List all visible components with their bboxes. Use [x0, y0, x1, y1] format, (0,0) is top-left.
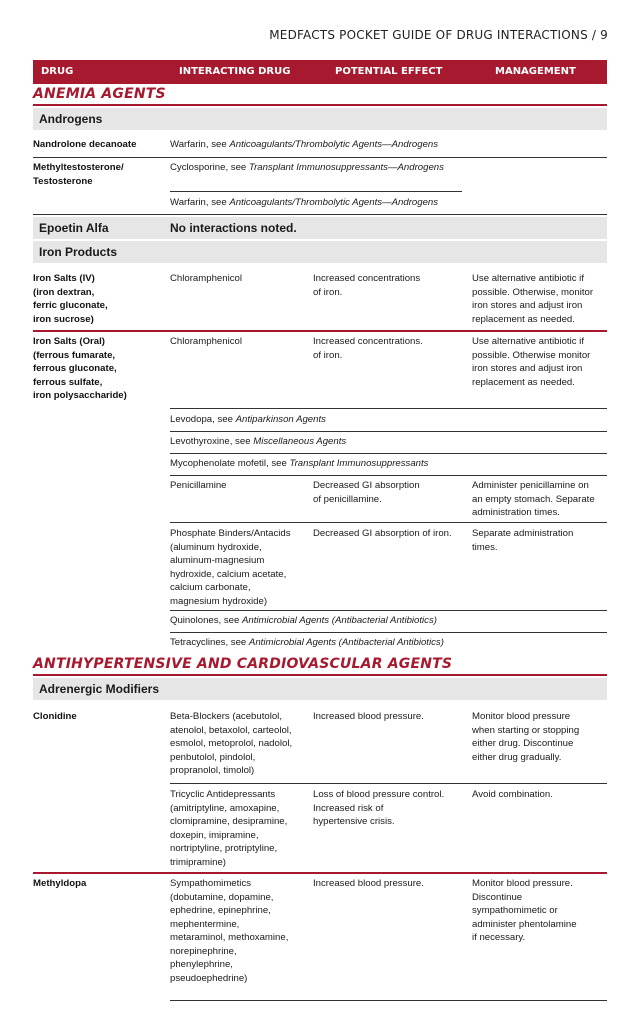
drug-name: Methyltestosterone/ Testosterone: [33, 162, 124, 187]
section-anemia-agents: ANEMIA AGENTS: [33, 86, 166, 102]
row-rule: [170, 522, 607, 523]
management: Avoid combination.: [472, 789, 553, 800]
row-rule: [170, 408, 607, 409]
potential-effect: Decreased GI absorption of iron.: [313, 528, 452, 539]
row-rule: [33, 330, 607, 332]
interacting-drug: [170, 636, 510, 650]
interacting-text: Tetracyclines, see: [170, 637, 249, 648]
row-rule: [170, 191, 462, 192]
drug-name: Iron Salts (IV) (iron dextran, ferric gluconate, iron sucrose): [33, 273, 108, 325]
row-rule: [33, 214, 607, 215]
interacting-text: Quinolones, see: [170, 615, 242, 626]
subsection-label: Androgens: [39, 112, 103, 126]
interacting-ref: Miscellaneous Agents: [253, 436, 347, 447]
interacting-text: Warfarin, see: [170, 139, 230, 150]
interacting-drug: Chloramphenicol: [170, 273, 242, 284]
interacting-text: Levothyroxine, see: [170, 436, 254, 447]
subsection-androgens: [33, 108, 607, 130]
interacting-drug: Penicillamine: [170, 480, 227, 491]
row-rule: [170, 632, 607, 633]
interacting-drug: Phosphate Binders/Antacids (aluminum hydroxide, aluminum-magnesium hydroxide, calcium acetate, calcium carbonate, magnesium hydroxide): [170, 528, 291, 607]
drug-name: Iron Salts (Oral) (ferrous fumarate, ferrous gluconate, ferrous sulfate, iron polysaccharide): [33, 336, 127, 401]
column-header-bar: [33, 60, 607, 84]
management: Separate administration times.: [472, 528, 574, 553]
page-header: MEDFACTS POCKET GUIDE OF DRUG INTERACTIONS / 9: [269, 28, 608, 42]
interacting-ref: Anticoagulants/Thrombolytic Agents—Androgens: [229, 139, 439, 150]
subsection-label: Iron Products: [39, 245, 118, 259]
interacting-drug: [170, 413, 470, 427]
drug-name: Methyldopa: [33, 878, 87, 889]
interacting-ref: Transplant Immunosuppressants: [289, 458, 429, 469]
management: Monitor blood pressure. Discontinue sympathomimetic or administer phentolamine if necessary.: [472, 878, 577, 943]
row-rule: [170, 431, 607, 432]
management: Use alternative antibiotic if possible. Otherwise, monitor iron stores and adjust iron replacement as needed.: [472, 273, 594, 325]
section-antihypertensive-agents: ANTIHYPERTENSIVE AND CARDIOVASCULAR AGENTS: [33, 656, 453, 672]
interacting-text: Levodopa, see: [170, 414, 236, 425]
row-rule: [33, 157, 607, 158]
column-management: MANAGEMENT: [495, 66, 576, 77]
potential-effect: Increased concentrations of iron.: [313, 273, 421, 298]
potential-effect: Increased blood pressure.: [313, 711, 424, 722]
potential-effect: Loss of blood pressure control. Increased risk of hypertensive crisis.: [313, 789, 445, 827]
management: Use alternative antibiotic if possible. Otherwise monitor iron stores and adjust iron replacement as needed.: [472, 336, 591, 388]
subsection-epoetin-alfa: [33, 217, 607, 239]
column-interacting-drug: INTERACTING DRUG: [179, 66, 291, 77]
column-potential-effect: POTENTIAL EFFECT: [335, 66, 443, 77]
subsection-label: Epoetin Alfa: [39, 221, 109, 235]
management: Administer penicillamine on an empty stomach. Separate administration times.: [472, 480, 595, 518]
interacting-drug: [170, 138, 500, 152]
interacting-ref: Transplant Immunosuppressants—Androgens: [248, 162, 444, 173]
interacting-drug: [170, 196, 500, 210]
interacting-ref: Antimicrobial Agents (Antibacterial Antibiotics): [248, 637, 444, 648]
row-rule: [170, 453, 607, 454]
management: Monitor blood pressure when starting or stopping either drug. Discontinue either drug gradually.: [472, 711, 580, 763]
column-drug: DRUG: [41, 66, 74, 77]
section-rule: [33, 674, 607, 676]
potential-effect: Increased blood pressure.: [313, 878, 424, 889]
interacting-drug: Beta-Blockers (acebutolol, atenolol, betaxolol, carteolol, esmolol, metoprolol, nadolol, penbutolol, pindolol, propranolol, timolol): [170, 711, 293, 776]
potential-effect: Increased concentrations. of iron.: [313, 336, 423, 361]
interacting-drug: [170, 457, 470, 471]
row-rule: [170, 1000, 607, 1001]
subsection-label: Adrenergic Modifiers: [39, 682, 160, 696]
interacting-drug: Sympathomimetics (dobutamine, dopamine, ephedrine, epinephrine, mephentermine, metaraminol, methoxamine, norepinephrine, phenylephrine, pseudoephedrine): [170, 878, 289, 984]
drug-name: Clonidine: [33, 711, 77, 722]
section-rule: [33, 104, 607, 106]
no-interactions-note: No interactions noted.: [170, 221, 297, 235]
interacting-ref: Antiparkinson Agents: [235, 414, 326, 425]
interacting-drug: [170, 435, 470, 449]
interacting-drug: [170, 161, 500, 175]
interacting-text: Cyclosporine, see: [170, 162, 249, 173]
interacting-drug: Chloramphenicol: [170, 336, 242, 347]
row-rule: [33, 872, 607, 874]
row-rule: [170, 783, 607, 784]
row-rule: [170, 610, 607, 611]
row-rule: [170, 475, 607, 476]
interacting-drug: Tricyclic Antidepressants (amitriptyline, amoxapine, clomipramine, desipramine, doxepin, imipramine, nortriptyline, protriptyline, trimipramine): [170, 789, 288, 868]
interacting-ref: Anticoagulants/Thrombolytic Agents—Androgens: [229, 197, 439, 208]
interacting-drug: [170, 614, 500, 628]
potential-effect: Decreased GI absorption of penicillamine.: [313, 480, 420, 505]
interacting-text: Warfarin, see: [170, 197, 230, 208]
subsection-adrenergic-modifiers: [33, 678, 607, 700]
interacting-text: Mycophenolate mofetil, see: [170, 458, 290, 469]
interacting-ref: Antimicrobial Agents (Antibacterial Antibiotics): [242, 615, 437, 626]
drug-name: Nandrolone decanoate: [33, 139, 137, 150]
subsection-iron-products: [33, 241, 607, 263]
